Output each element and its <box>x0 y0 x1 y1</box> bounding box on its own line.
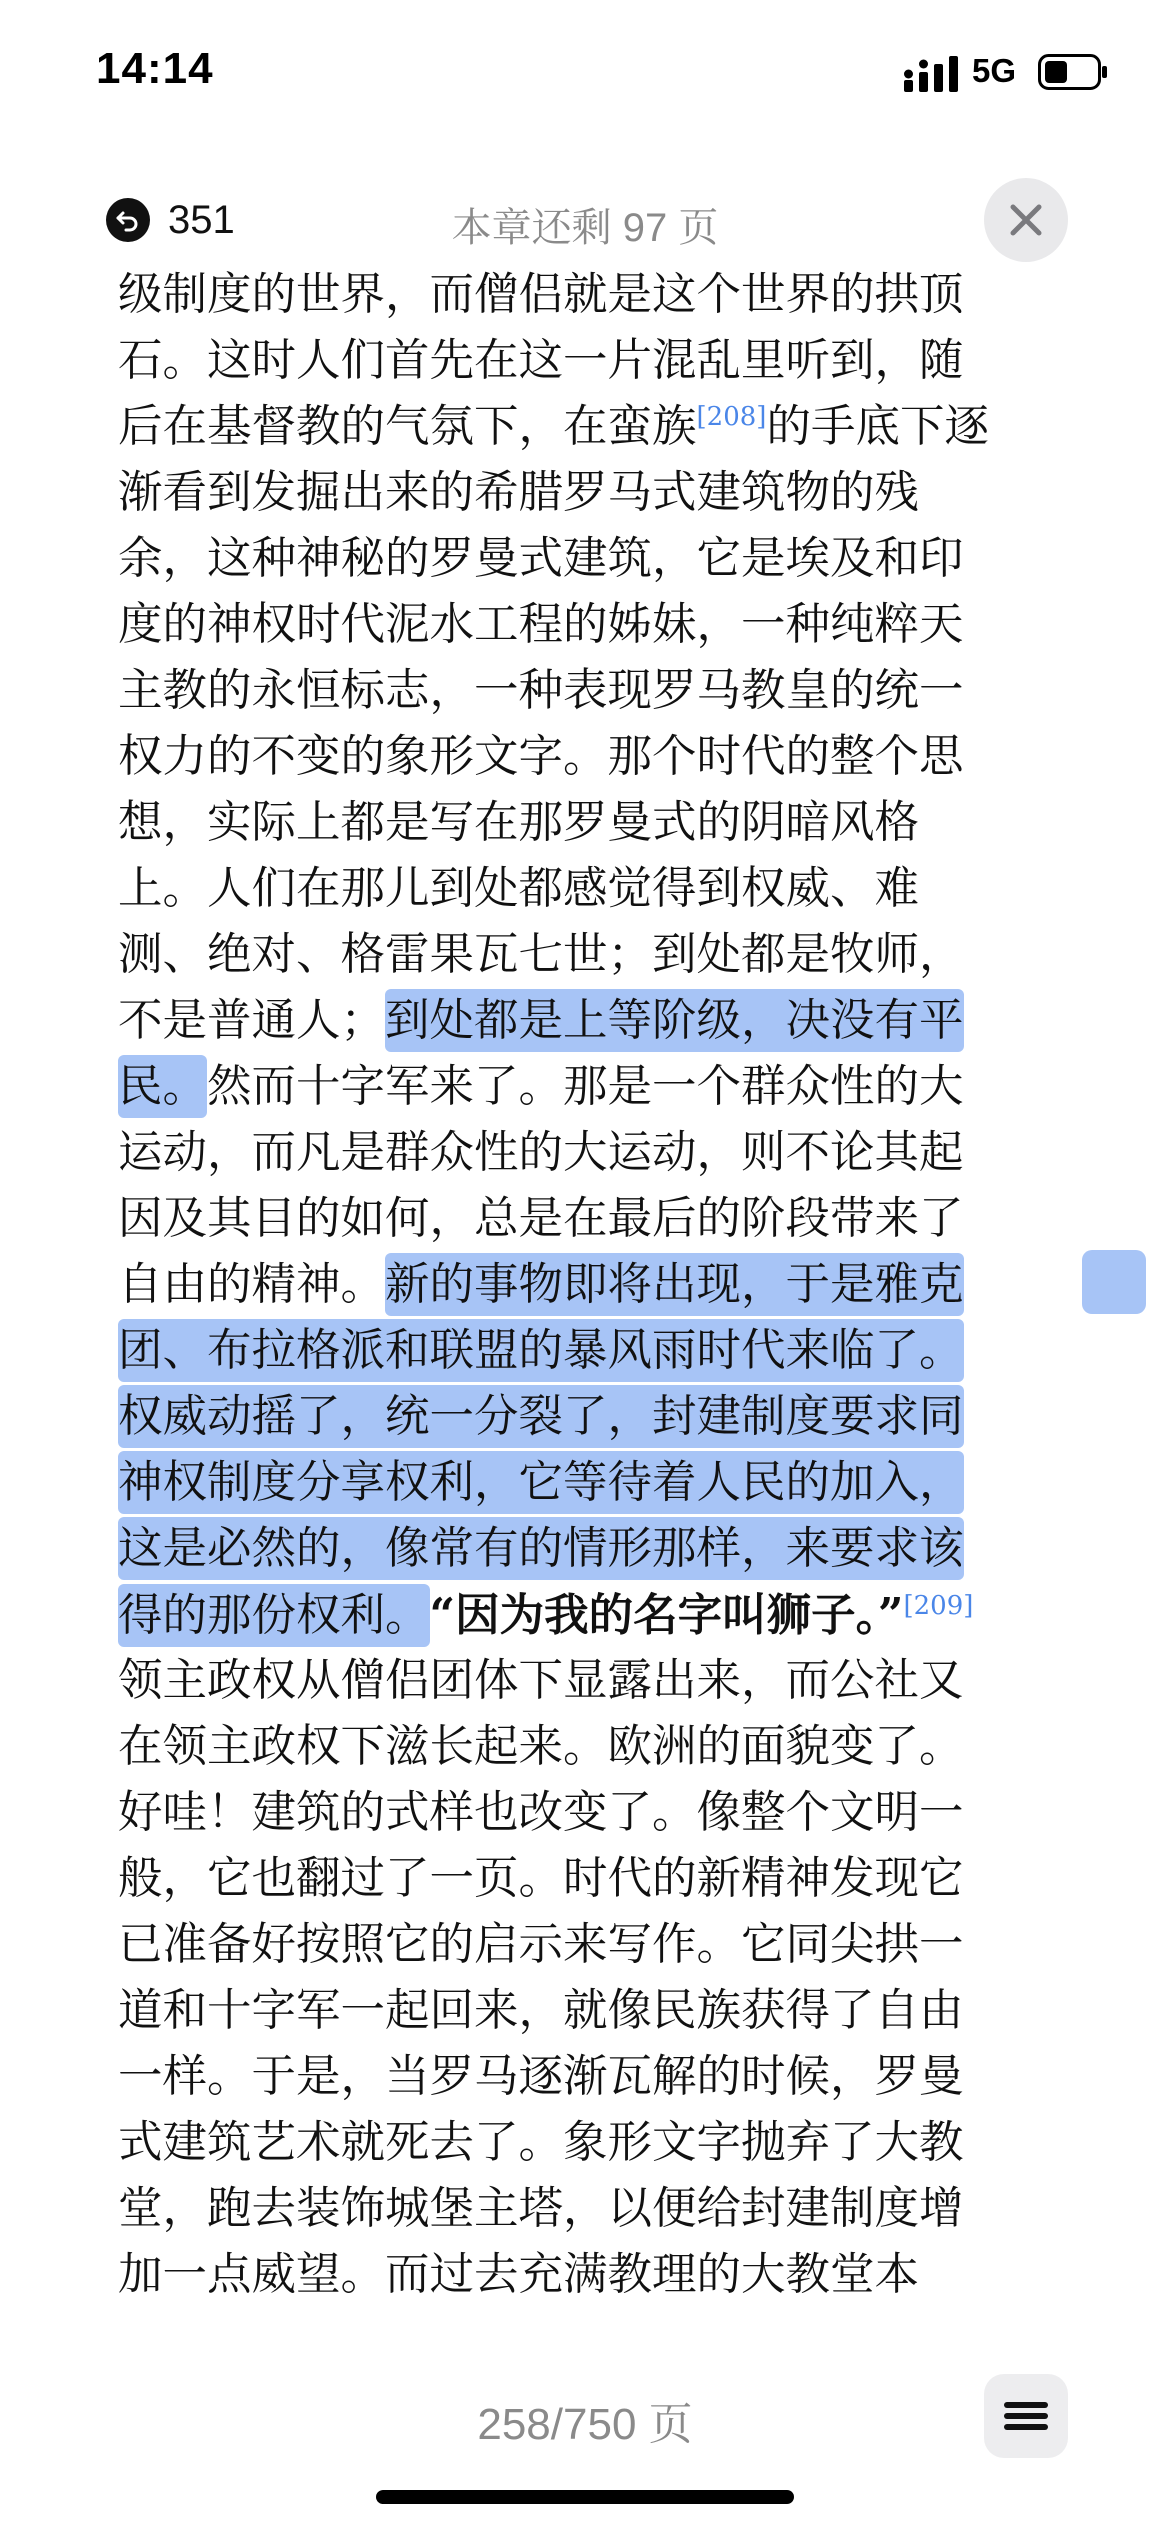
text-line <box>118 2110 1038 2176</box>
footnote-ref[interactable]: [208] <box>696 402 767 433</box>
text-segment: 自由的精神。 <box>118 1259 386 1310</box>
text-line <box>118 1054 1038 1120</box>
text-segment: 后在基督教的气氛下，在蛮族 <box>118 401 697 452</box>
text-line <box>118 1582 1038 1648</box>
page-counter: 258/750 页 <box>477 2400 693 2449</box>
text-line <box>118 1384 1038 1450</box>
text-line <box>118 1780 1038 1846</box>
text-segment: 渐看到发掘出来的希腊罗马式建筑物的残 <box>118 467 920 518</box>
menu-button[interactable] <box>984 2374 1068 2458</box>
text-line <box>118 460 1038 526</box>
text-line <box>118 1516 1038 1582</box>
battery-icon <box>1038 54 1108 90</box>
text-segment: 道和十字军一起回来，就像民族获得了自由 <box>118 1985 964 2036</box>
footnote-ref[interactable]: [209] <box>903 1591 974 1622</box>
bold-quote: “因为我的名字叫狮子。” <box>429 1589 904 1641</box>
text-line <box>118 988 1038 1054</box>
reader-header <box>0 176 1170 266</box>
text-line <box>118 1318 1038 1384</box>
home-indicator <box>376 2490 794 2504</box>
text-segment: 的手底下逐 <box>766 401 989 452</box>
network-type: 5G <box>972 52 1017 89</box>
text-line <box>118 592 1038 658</box>
text-line <box>118 1846 1038 1912</box>
back-count: 351 <box>168 197 235 242</box>
text-line <box>118 922 1038 988</box>
text-segment: 然而十字军来了。那是一个群众性的大 <box>207 1061 964 1112</box>
highlighted-text: 团、布拉格派和联盟的暴风雨时代来临了。 <box>118 1319 964 1382</box>
text-segment: 堂，跑去装饰城堡主塔，以便给封建制度增 <box>118 2183 964 2234</box>
text-segment: 式建筑艺术就死去了。象形文字抛弃了大教 <box>118 2117 964 2168</box>
text-segment: 已准备好按照它的启示来写作。它同尖拱一 <box>118 1919 964 1970</box>
highlighted-text: 得的那份权利。 <box>118 1584 430 1647</box>
text-segment: 石。这时人们首先在这一片混乱里听到，随 <box>118 335 964 386</box>
highlighted-text: 新的事物即将出现，于是雅克 <box>385 1253 964 1316</box>
text-segment: 余，这种神秘的罗曼式建筑，它是埃及和印 <box>118 533 964 584</box>
text-line <box>118 1912 1038 1978</box>
text-segment: 领主政权从僧侣团体下显露出来，而公社又 <box>118 1655 964 1706</box>
text-line <box>118 2242 1038 2308</box>
text-segment: 运动，而凡是群众性的大运动，则不论其起 <box>118 1127 964 1178</box>
text-segment: 一样。于是，当罗马逐渐瓦解的时候，罗曼 <box>118 2051 964 2102</box>
text-line <box>118 2176 1038 2242</box>
highlighted-text: 民。 <box>118 1055 207 1118</box>
text-segment: 不是普通人； <box>118 995 386 1046</box>
text-line <box>118 724 1038 790</box>
text-line <box>118 1120 1038 1186</box>
close-icon <box>1006 200 1046 240</box>
status-time: 14:14 <box>96 44 214 93</box>
text-line <box>118 2044 1038 2110</box>
text-segment: 主教的永恒标志，一种表现罗马教皇的统一 <box>118 665 964 716</box>
text-segment: 加一点威望。而过去充满教理的大教堂本 <box>118 2249 920 2300</box>
book-page-text[interactable] <box>118 262 1038 2308</box>
cellular-signal-icon <box>904 56 960 92</box>
menu-icon <box>1002 2396 1050 2436</box>
highlighted-text: 神权制度分享权利，它等待着人民的加入， <box>118 1451 964 1514</box>
text-segment: 想，实际上都是写在那罗曼式的阴暗风格 <box>118 797 920 848</box>
text-line <box>118 1252 1038 1318</box>
text-line <box>118 1450 1038 1516</box>
status-bar <box>0 0 1170 150</box>
highlighted-text: 这是必然的，像常有的情形那样，来要求该 <box>118 1517 964 1580</box>
text-segment: 好哇！建筑的式样也改变了。像整个文明一 <box>118 1787 964 1838</box>
text-line <box>118 394 1038 460</box>
text-line <box>118 856 1038 922</box>
text-line <box>118 328 1038 394</box>
text-segment: 上。人们在那儿到处都感觉得到权威、难 <box>118 863 920 914</box>
text-segment: 测、绝对、格雷果瓦七世；到处都是牧师， <box>118 929 964 980</box>
text-line <box>118 1714 1038 1780</box>
chapter-remaining: 本章还剩 97 页 <box>451 206 719 250</box>
highlight-marker[interactable] <box>1082 1250 1146 1314</box>
text-line <box>118 1186 1038 1252</box>
text-segment: 因及其目的如何，总是在最后的阶段带来了 <box>118 1193 964 1244</box>
text-segment: 权力的不变的象形文字。那个时代的整个思 <box>118 731 964 782</box>
text-line <box>118 790 1038 856</box>
text-segment: 度的神权时代泥水工程的姊妹，一种纯粹天 <box>118 599 964 650</box>
text-line <box>118 1648 1038 1714</box>
text-line <box>118 526 1038 592</box>
text-segment: 级制度的世界，而僧侣就是这个世界的拱顶 <box>118 269 964 320</box>
text-line <box>118 1978 1038 2044</box>
text-segment: 在领主政权下滋长起来。欧洲的面貌变了。 <box>118 1721 964 1772</box>
highlighted-text: 权威动摇了，统一分裂了，封建制度要求同 <box>118 1385 964 1448</box>
text-line <box>118 262 1038 328</box>
text-line <box>118 658 1038 724</box>
close-button[interactable] <box>984 178 1068 262</box>
text-segment: 般，它也翻过了一页。时代的新精神发现它 <box>118 1853 964 1904</box>
highlighted-text: 到处都是上等阶级，决没有平 <box>385 989 964 1052</box>
